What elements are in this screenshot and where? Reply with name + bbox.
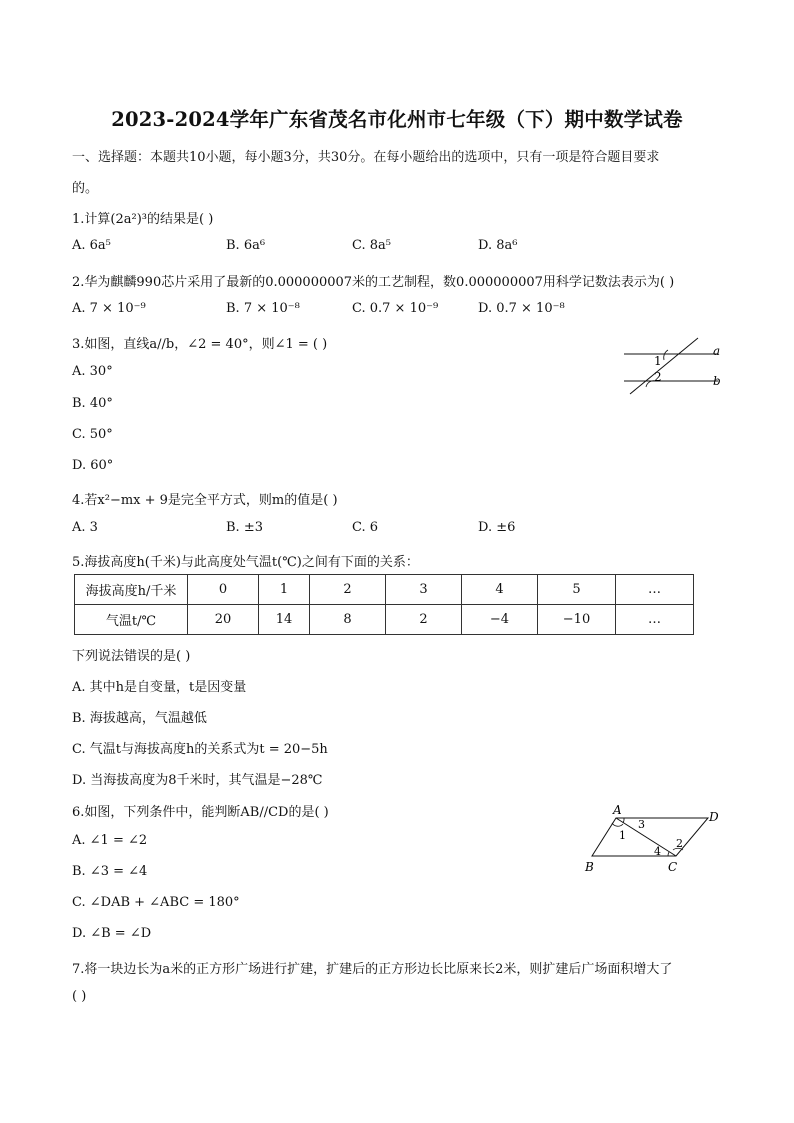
angle-3-label: 3 [638, 818, 645, 831]
angle-1-arc [664, 350, 668, 360]
option-b[interactable]: B. 海拔越高，气温越低 [72, 711, 207, 726]
line-b-label: b [713, 374, 721, 388]
option-a[interactable]: A. 其中h是自变量，t是因变量 [72, 680, 247, 695]
table-cell: 气温t/℃ [75, 605, 188, 635]
question-3-stem: 3.如图，直线a//b，∠2 = 40°，则∠1 = ( ) [72, 337, 328, 352]
option-c[interactable]: C. 50° [72, 427, 113, 442]
question-5-sub: 下列说法错误的是( ) [72, 649, 191, 664]
parallelogram-outline [592, 818, 708, 856]
table-cell: … [616, 575, 694, 605]
option-d[interactable]: D. ±6 [478, 520, 516, 535]
question-4-stem: 4.若x²−mx + 9是完全平方式，则m的值是( ) [72, 493, 338, 508]
option-a[interactable]: A. 30° [72, 364, 113, 379]
table-cell: 2 [310, 575, 386, 605]
table-row [75, 605, 694, 635]
table-cell: 1 [259, 575, 310, 605]
vertex-c-label: C [668, 860, 678, 874]
vertex-d-label: D [709, 810, 719, 824]
option-a[interactable]: A. 7 × 10⁻⁹ [72, 301, 146, 316]
parallel-lines-figure [616, 336, 736, 396]
option-d[interactable]: D. 8a⁶ [478, 238, 518, 253]
table-cell: … [616, 605, 694, 635]
option-a[interactable]: A. 3 [72, 520, 98, 535]
table-row [75, 575, 694, 605]
parallelogram-figure [580, 802, 730, 876]
table-cell: 20 [188, 605, 259, 635]
angle-1-label: 1 [654, 354, 662, 368]
option-c[interactable]: C. 0.7 × 10⁻⁹ [352, 301, 439, 316]
question-2-options [72, 301, 632, 321]
angle-2-label: 2 [676, 837, 683, 850]
transversal-line [630, 338, 698, 394]
option-d[interactable]: D. 60° [72, 458, 114, 473]
option-b[interactable]: B. 40° [72, 396, 113, 411]
option-b[interactable]: B. 7 × 10⁻⁸ [226, 301, 300, 316]
option-d[interactable]: D. 0.7 × 10⁻⁸ [478, 301, 565, 316]
table-cell: 8 [310, 605, 386, 635]
option-b[interactable]: B. ±3 [226, 520, 263, 535]
table-cell: 3 [386, 575, 462, 605]
option-d[interactable]: D. 当海拔高度为8千米时，其气温是−28℃ [72, 773, 323, 788]
option-d[interactable]: D. ∠B = ∠D [72, 926, 152, 941]
page-title: 2023-2024学年广东省茂名市化州市七年级（下）期中数学试卷 [111, 108, 683, 131]
question-1-options [72, 238, 632, 258]
table-cell: 2 [386, 605, 462, 635]
angle-4-label: 4 [654, 845, 661, 858]
question-2-stem: 2.华为麒麟990芯片采用了最新的0.000000007米的工艺制程，数0.000000007用科学记数法表示为( ) [72, 275, 675, 290]
option-b[interactable]: B. 6a⁶ [226, 238, 266, 253]
table-cell: 0 [188, 575, 259, 605]
option-c[interactable]: C. ∠DAB + ∠ABC = 180° [72, 895, 240, 910]
option-a[interactable]: A. 6a⁵ [72, 238, 111, 253]
question-5-stem: 5.海拔高度h(千米)与此高度处气温t(℃)之间有下面的关系： [72, 555, 419, 570]
table-cell: 海拔高度h/千米 [75, 575, 188, 605]
question-6-stem: 6.如图，下列条件中，能判断AB//CD的是( ) [72, 805, 329, 820]
question-1-stem: 1.计算(2a²)³的结果是( ) [72, 212, 214, 227]
line-a-label: a [713, 344, 721, 358]
angle-1-label: 1 [619, 829, 626, 842]
angle-2-label: 2 [654, 370, 662, 384]
angle-3-arc [623, 818, 624, 823]
angle-4-arc [668, 852, 669, 856]
vertex-a-label: A [613, 803, 622, 817]
option-c[interactable]: C. 6 [352, 520, 379, 535]
question-7-stem-cont: ( ) [72, 989, 87, 1004]
vertex-b-label: B [585, 860, 594, 874]
question-4-options [72, 520, 632, 540]
table-cell: 5 [538, 575, 616, 605]
option-c[interactable]: C. 8a⁵ [352, 238, 391, 253]
table-cell: 14 [259, 605, 310, 635]
angle-1-arc [612, 823, 623, 826]
table-cell: 4 [462, 575, 538, 605]
option-c[interactable]: C. 气温t与海拔高度h的关系式为t = 20−5h [72, 742, 328, 757]
altitude-temperature-table [74, 574, 694, 635]
table-cell: −10 [538, 605, 616, 635]
section-heading: 一、选择题：本题共10小题，每小题3分，共30分。在每小题给出的选项中，只有一项是符合题目要求 [72, 150, 660, 165]
section-heading-cont: 的。 [72, 181, 99, 196]
option-a[interactable]: A. ∠1 = ∠2 [72, 833, 148, 848]
option-b[interactable]: B. ∠3 = ∠4 [72, 864, 148, 879]
question-7-stem: 7.将一块边长为a米的正方形广场进行扩建，扩建后的正方形边长比原来长2米，则扩建后广场面积增大了 [72, 962, 673, 977]
table-cell: −4 [462, 605, 538, 635]
